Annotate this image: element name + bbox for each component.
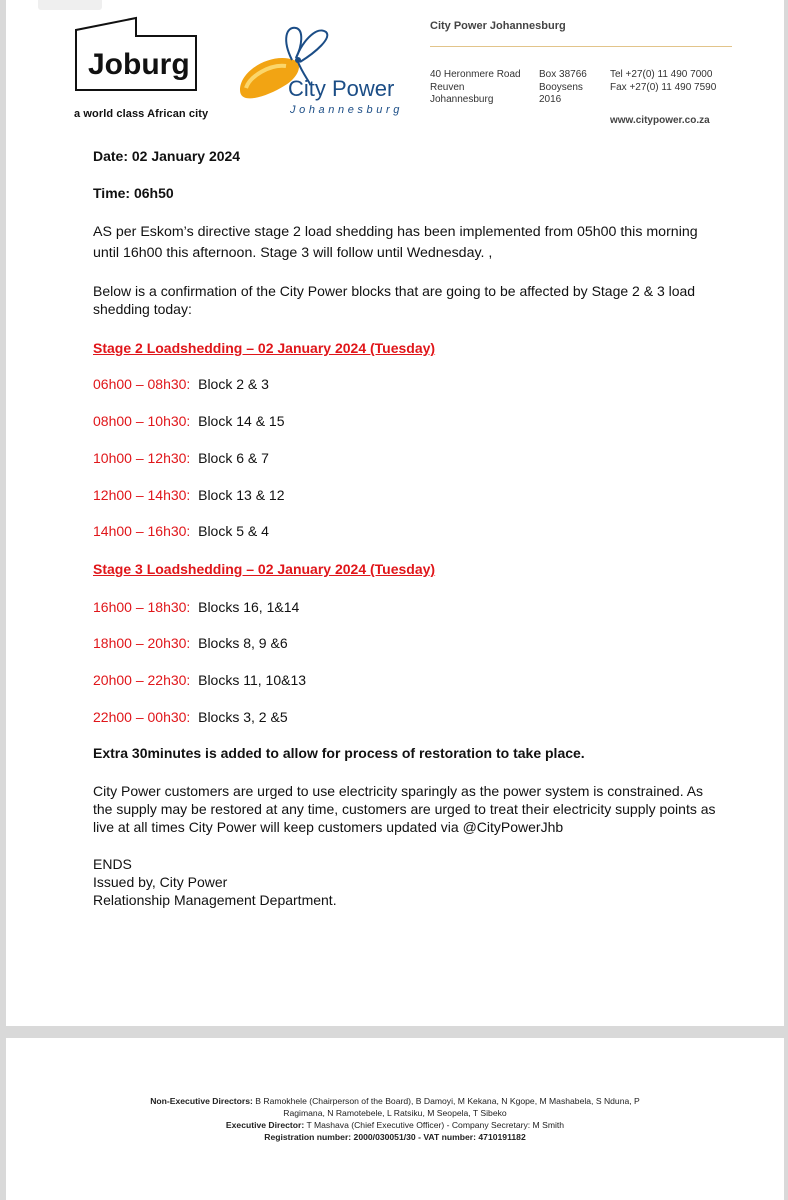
schedule-row	[93, 598, 299, 616]
slot-blocks: Block 2 & 3	[198, 376, 269, 392]
schedule-row	[93, 522, 269, 540]
footer-page	[6, 1038, 784, 1200]
address-line: Reuven	[430, 81, 465, 93]
stage2-heading: Stage 2 Loadshedding – 02 January 2024 (Tuesday)	[93, 340, 436, 356]
city-power-subtitle: Johannesburg	[290, 104, 403, 116]
schedule-row	[93, 671, 306, 689]
non-executive-directors-cont: Ragimana, N Ramotebele, L Ratsiku, M Seopela, T Sibeko	[283, 1108, 507, 1118]
registration-info	[6, 1132, 784, 1144]
toolbar-remnant	[38, 0, 102, 10]
ned-label: Non-Executive Directors:	[150, 1096, 253, 1106]
schedule-row	[93, 449, 269, 467]
slot-time: 10h00 – 12h30:	[93, 450, 191, 466]
slot-time: 22h00 – 00h30:	[93, 709, 191, 725]
company-title: City Power Johannesburg	[430, 20, 566, 32]
slot-time: 14h00 – 16h30:	[93, 523, 191, 539]
slot-time: 12h00 – 14h30:	[93, 487, 191, 503]
slot-blocks: Blocks 11, 10&13	[198, 672, 307, 688]
slot-blocks: Blocks 16, 1&14	[198, 599, 300, 615]
schedule-row	[93, 708, 288, 726]
intro-line: AS per Eskom’s directive stage 2 load shedding has been implemented from 05h00 this morning	[93, 224, 698, 240]
slot-blocks: Block 6 & 7	[198, 450, 269, 466]
issued-by: Issued by, City Power	[93, 874, 228, 890]
postal-box	[539, 69, 587, 107]
ends-marker: ENDS	[93, 856, 132, 872]
box-line: Booysens	[539, 81, 583, 93]
exec-label: Executive Director:	[225, 1120, 305, 1130]
slot-blocks: Block 14 & 15	[198, 413, 285, 429]
confirm-line: Below is a confirmation of the City Power blocks that are going to be affected by Stage 2 & 3 load	[93, 283, 696, 299]
advice-line: live at all times City Power will keep customers updated via @CityPowerJhb	[93, 819, 564, 835]
non-executive-directors	[6, 1096, 784, 1108]
advice-line: the supply may be restored at any time, customers are urged to treat their electricity supply points as	[93, 801, 716, 817]
slot-time: 06h00 – 08h30:	[93, 376, 191, 392]
advice-line: City Power customers are urged to use electricity sparingly as the power system is constrained. As	[93, 783, 704, 799]
schedule-row	[93, 634, 288, 652]
executive-director	[6, 1120, 784, 1132]
tel-line: Tel +27(0) 11 490 7000	[610, 69, 713, 80]
letter-page	[6, 0, 784, 1026]
vat-number: 4710191182	[476, 1132, 526, 1142]
department: Relationship Management Department.	[93, 892, 337, 908]
notice-time: Time: 06h50	[93, 185, 174, 201]
slot-time: 18h00 – 20h30:	[93, 635, 191, 651]
vat-label: VAT number:	[423, 1132, 477, 1142]
schedule-row	[93, 486, 285, 504]
reg-label: Registration number:	[264, 1132, 352, 1142]
stage3-heading: Stage 3 Loadshedding – 02 January 2024 (Tuesday)	[93, 561, 436, 577]
joburg-logo-text: Joburg	[88, 48, 190, 81]
schedule-row	[93, 375, 269, 393]
contact-numbers	[610, 69, 716, 94]
joburg-logo	[74, 16, 198, 92]
fax-line: Fax +27(0) 11 490 7590	[610, 81, 717, 93]
ned-names: B Ramokhele (Chairperson of the Board), B Damoyi, M Kekana, N Kgope, M Mashabela, S Nduna, P	[252, 1096, 640, 1106]
reg-number: 2000/030051/30 -	[351, 1132, 424, 1142]
header-divider	[430, 46, 732, 47]
slot-blocks: Blocks 8, 9 &6	[198, 635, 288, 651]
box-line: Box 38766	[539, 69, 587, 80]
slot-blocks: Block 13 & 12	[198, 487, 285, 503]
address-line: Johannesburg	[430, 94, 494, 105]
exec-text: T Mashava (Chief Executive Officer) - Company Secretary: M Smith	[304, 1120, 565, 1130]
schedule-row	[93, 412, 285, 430]
confirm-line: shedding today:	[93, 301, 192, 317]
company-address	[430, 69, 521, 107]
box-line: 2016	[539, 94, 562, 105]
city-power-wordmark: City Power	[288, 76, 395, 101]
slot-time: 20h00 – 22h30:	[93, 672, 191, 688]
slot-blocks: Block 5 & 4	[198, 523, 269, 539]
slot-time: 16h00 – 18h30:	[93, 599, 191, 615]
website-link[interactable]: www.citypower.co.za	[610, 115, 710, 126]
joburg-tagline: a world class African city	[74, 108, 209, 120]
slot-time: 08h00 – 10h30:	[93, 413, 191, 429]
slot-blocks: Blocks 3, 2 &5	[198, 709, 288, 725]
extra-note: Extra 30minutes is added to allow for process of restoration to take place.	[93, 745, 585, 761]
intro-line: until 16h00 this afternoon. Stage 3 will follow until Wednesday. ,	[93, 245, 493, 261]
notice-date: Date: 02 January 2024	[93, 148, 241, 164]
address-line: 40 Heronmere Road	[430, 69, 521, 80]
